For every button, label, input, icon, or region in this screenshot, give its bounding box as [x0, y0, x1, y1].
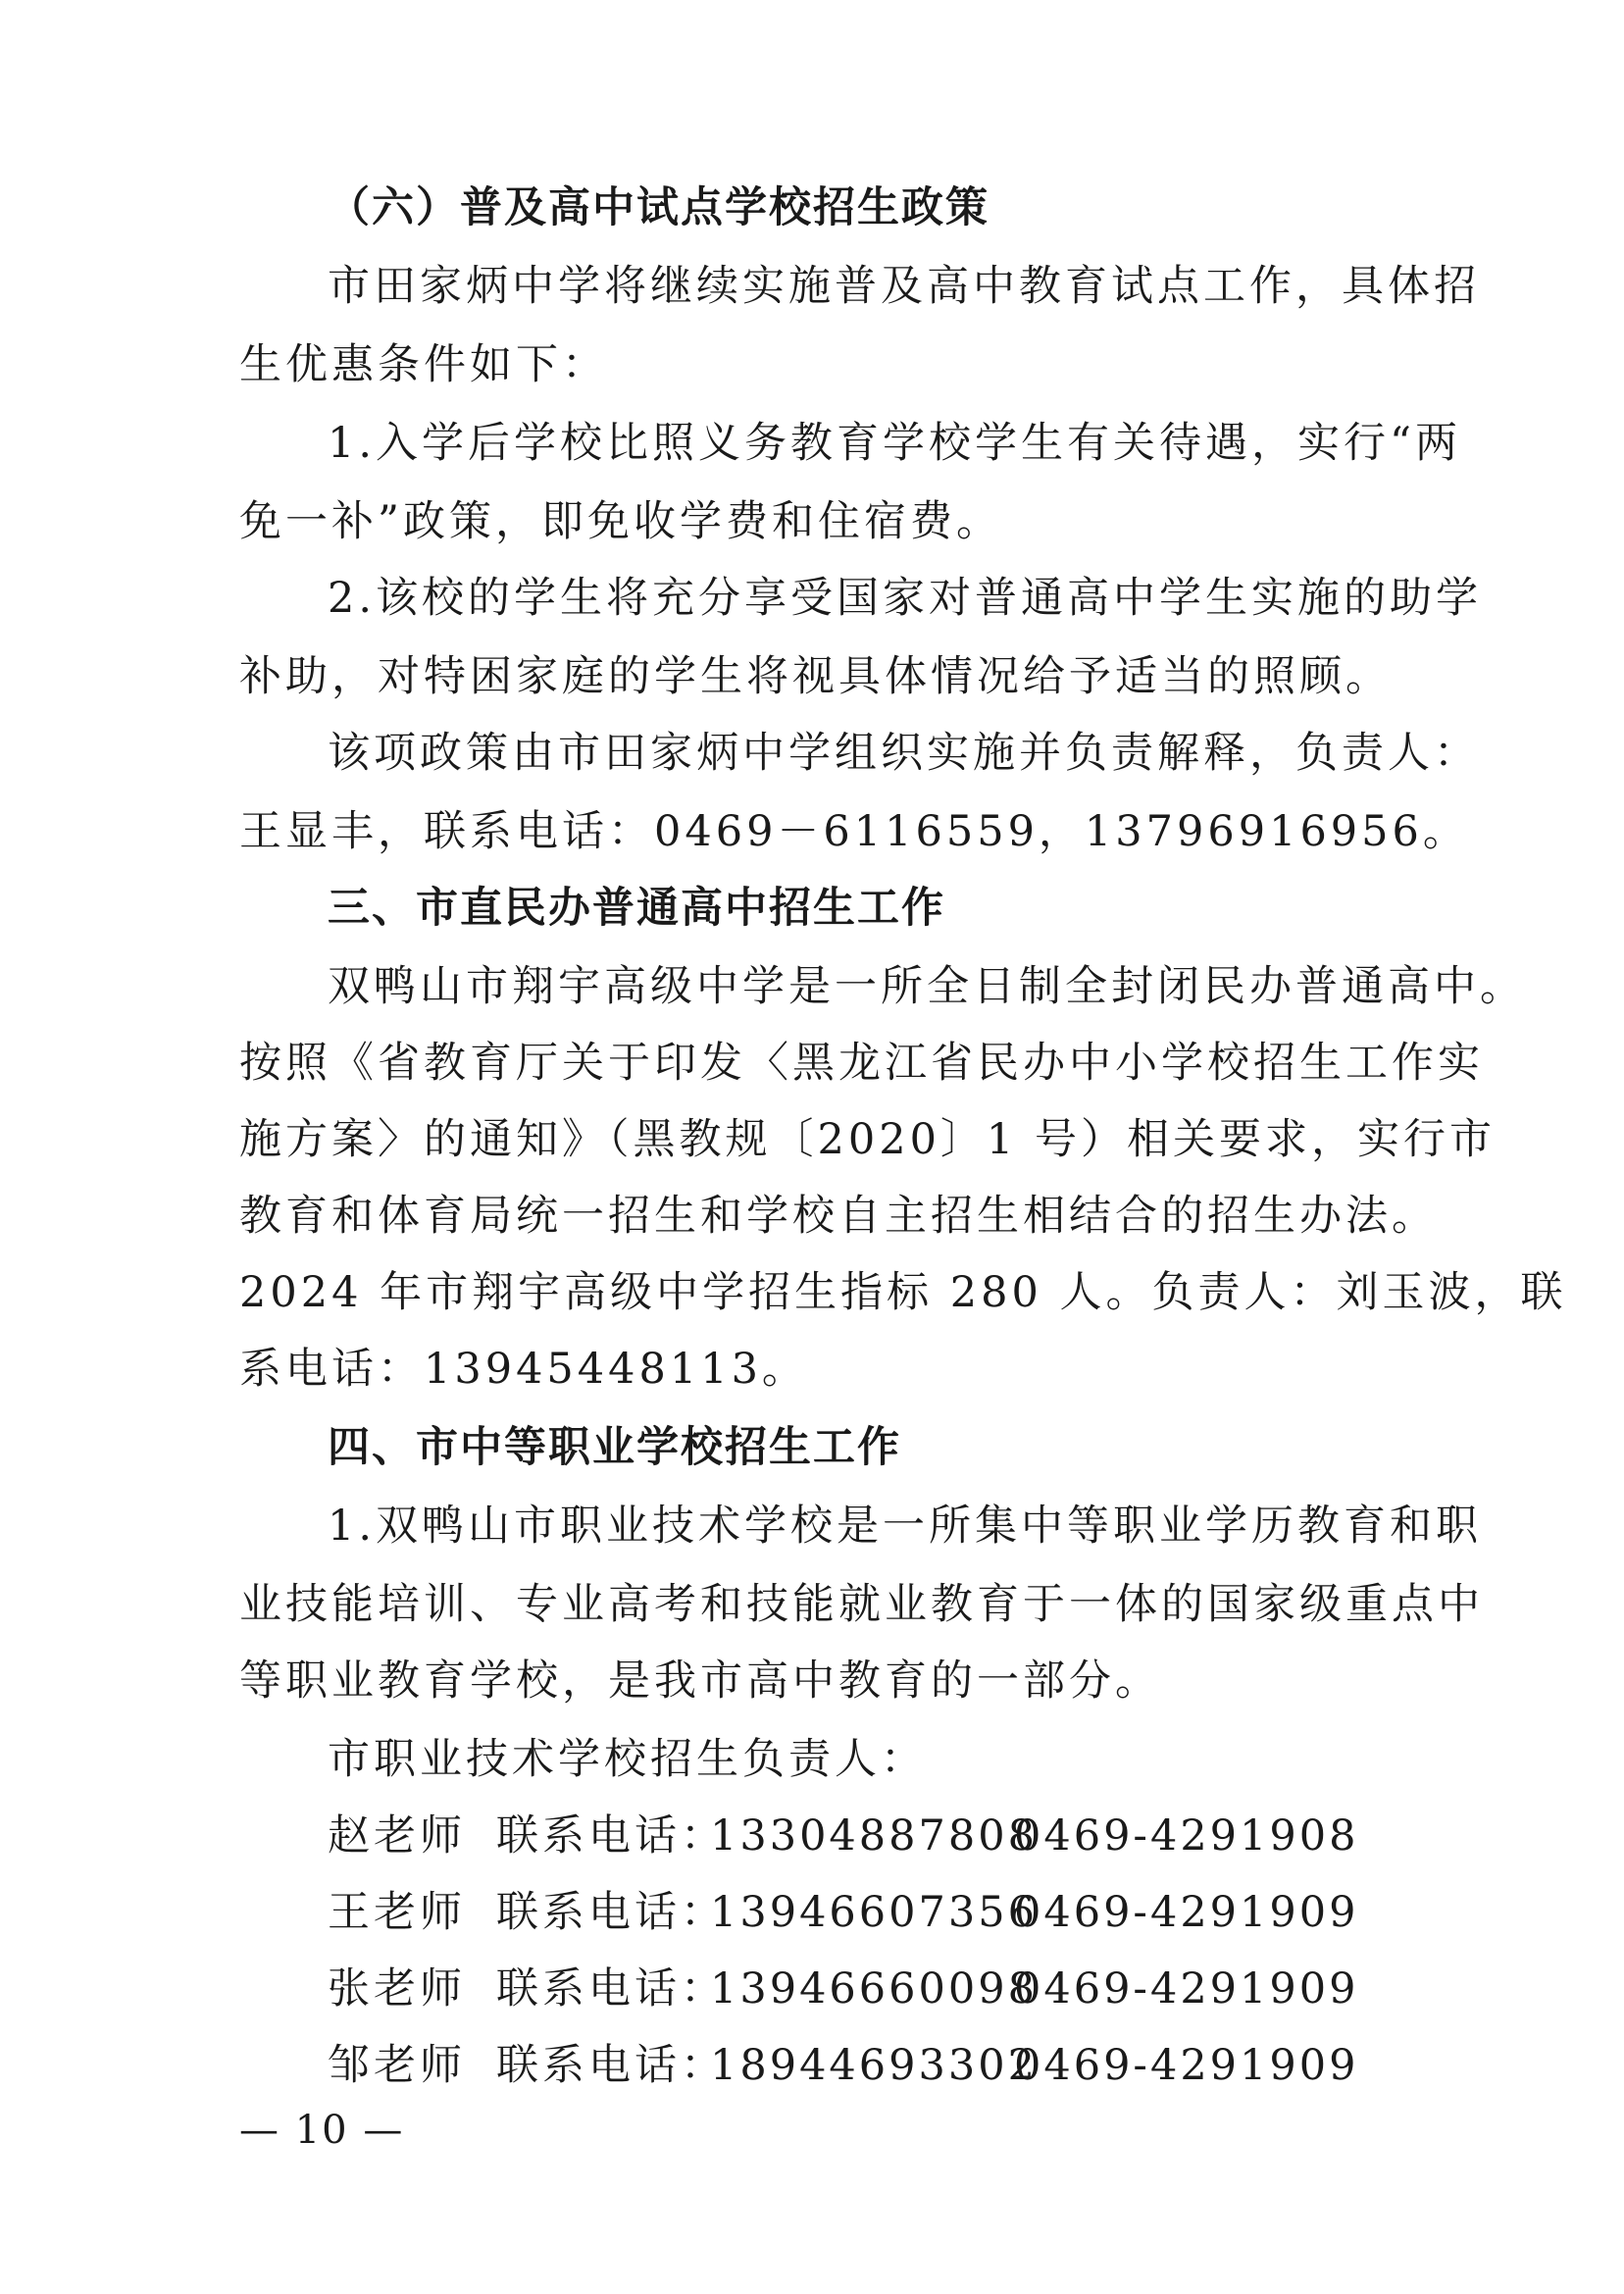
- paragraph-line: 补助，对特困家庭的学生将视具体情况给予适当的照顾。: [239, 652, 1392, 701]
- section-heading-private-school: 三、市直民办普通高中招生工作: [328, 884, 945, 933]
- contact-label: 联系电话：: [496, 2041, 727, 2090]
- section-heading-vocational: 四、市中等职业学校招生工作: [328, 1423, 901, 1472]
- contact-phone: 0469-4291909: [1014, 1964, 1359, 2014]
- contact-label: 联系电话：: [496, 1811, 727, 1861]
- contact-name: 张老师: [328, 1964, 466, 2014]
- contact-name: 赵老师: [328, 1811, 466, 1861]
- paragraph-line: 1.入学后学校比照义务教育学校学生有关待遇，实行“两: [328, 419, 1462, 468]
- contact-row: [328, 1960, 1358, 2018]
- contact-phone: 0469-4291908: [1014, 1811, 1359, 1861]
- paragraph-line: 施方案〉的通知》（黑教规〔2020〕1 号）相关要求，实行市: [239, 1115, 1496, 1164]
- contact-mobile: 13946607356: [710, 1888, 1038, 1937]
- contact-name: 王老师: [328, 1888, 466, 1937]
- paragraph-line: 教育和体育局统一招生和学校自主招生相结合的招生办法。: [239, 1192, 1438, 1241]
- contact-row: [328, 2036, 1358, 2095]
- contact-row: [328, 1883, 1358, 1942]
- contact-label: 联系电话：: [496, 1964, 727, 2014]
- paragraph-line: 等职业教育学校，是我市高中教育的一部分。: [239, 1657, 1161, 1706]
- paragraph-line: 王显丰，联系电话：0469－6116559，13796916956。: [239, 807, 1469, 856]
- paragraph-line: 2024 年市翔宇高级中学招生指标 280 人。负责人：刘玉波，联: [239, 1268, 1567, 1317]
- paragraph-line: 按照《省教育厅关于印发〈黑龙江省民办中小学校招生工作实: [239, 1039, 1484, 1088]
- contact-mobile: 13304887808: [710, 1811, 1038, 1861]
- page-number: — 10 —: [239, 2108, 405, 2153]
- contact-mobile: 13946660098: [710, 1964, 1038, 2014]
- contacts-intro: 市职业技术学校招生负责人：: [328, 1735, 927, 1784]
- contact-mobile: 18944693302: [710, 2041, 1038, 2090]
- paragraph-line: 系电话：13945448113。: [239, 1345, 808, 1394]
- paragraph-line: 2.该校的学生将充分享受国家对普通高中学生实施的助学: [328, 574, 1483, 623]
- contact-row: [328, 1807, 1358, 1865]
- contact-label: 联系电话：: [496, 1888, 727, 1937]
- section-heading-policy: （六）普及高中试点学校招生政策: [328, 183, 990, 232]
- paragraph-line: 生优惠条件如下：: [239, 340, 608, 389]
- paragraph-line: 免一补”政策，即免收学费和住宿费。: [239, 497, 1002, 546]
- paragraph-line: 该项政策由市田家炳中学组织实施并负责解释，负责人：: [328, 729, 1480, 778]
- paragraph-line: 市田家炳中学将继续实施普及高中教育试点工作，具体招: [328, 262, 1480, 311]
- contact-name: 邹老师: [328, 2041, 466, 2090]
- contact-phone: 0469-4291909: [1014, 2041, 1359, 2090]
- contact-phone: 0469-4291909: [1014, 1888, 1359, 1937]
- paragraph-line: 1.双鸭山市职业技术学校是一所集中等职业学历教育和职: [328, 1502, 1483, 1551]
- paragraph-line: 双鸭山市翔宇高级中学是一所全日制全封闭民办普通高中。: [328, 962, 1526, 1011]
- paragraph-line: 业技能培训、专业高考和技能就业教育于一体的国家级重点中: [239, 1580, 1484, 1629]
